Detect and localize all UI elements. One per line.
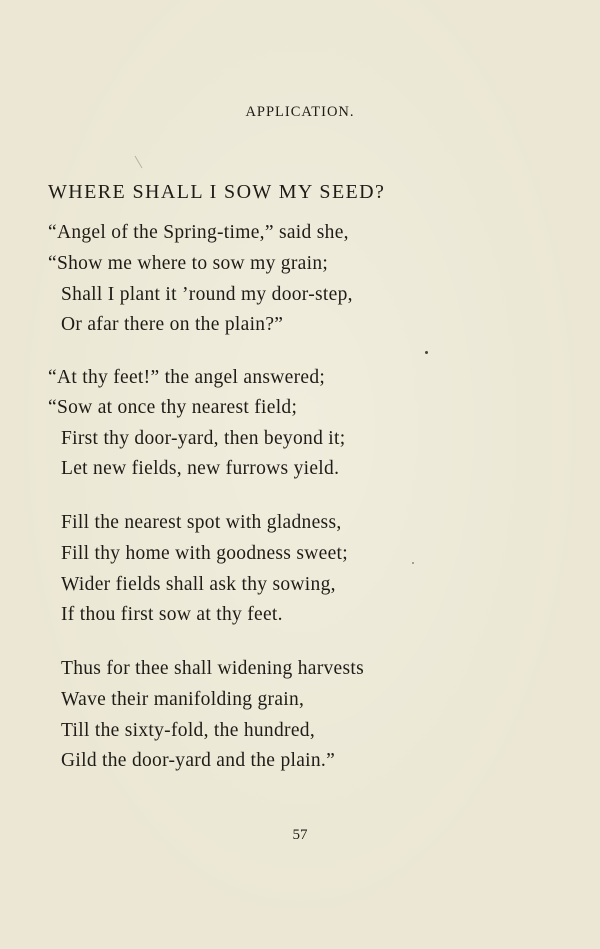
- poem-line: Wave their manifolding grain,: [61, 689, 305, 710]
- poem-title: WHERE SHALL I SOW MY SEED?: [48, 181, 386, 203]
- running-head: APPLICATION.: [245, 104, 355, 120]
- poem-line: If thou first sow at thy feet.: [61, 604, 283, 625]
- poem-line: Fill thy home with goodness sweet;: [61, 543, 348, 564]
- ink-speck: [412, 562, 414, 564]
- paper-mark: [135, 156, 143, 169]
- poem-line: Gild the door-yard and the plain.”: [61, 750, 336, 771]
- poem-line: Or afar there on the plain?”: [61, 314, 284, 335]
- poem-line: “Sow at once thy nearest field;: [48, 397, 298, 418]
- poem-line: Shall I plant it ’round my door-step,: [61, 284, 353, 305]
- poem-line: “Show me where to sow my grain;: [48, 253, 329, 274]
- poem-line: First thy door-yard, then beyond it;: [61, 428, 346, 449]
- ink-speck: [425, 351, 428, 354]
- poem-line: Thus for thee shall widening harvests: [61, 658, 364, 679]
- poem-line: “At thy feet!” the angel answered;: [48, 367, 326, 388]
- poem-line: Let new fields, new furrows yield.: [61, 458, 340, 479]
- poem-line: Fill the nearest spot with gladness,: [61, 512, 342, 533]
- poem-line: “Angel of the Spring-time,” said she,: [48, 222, 349, 243]
- page-number: 57: [292, 827, 308, 843]
- poem-line: Till the sixty-fold, the hundred,: [61, 720, 316, 741]
- poem-line: Wider fields shall ask thy sowing,: [61, 574, 336, 595]
